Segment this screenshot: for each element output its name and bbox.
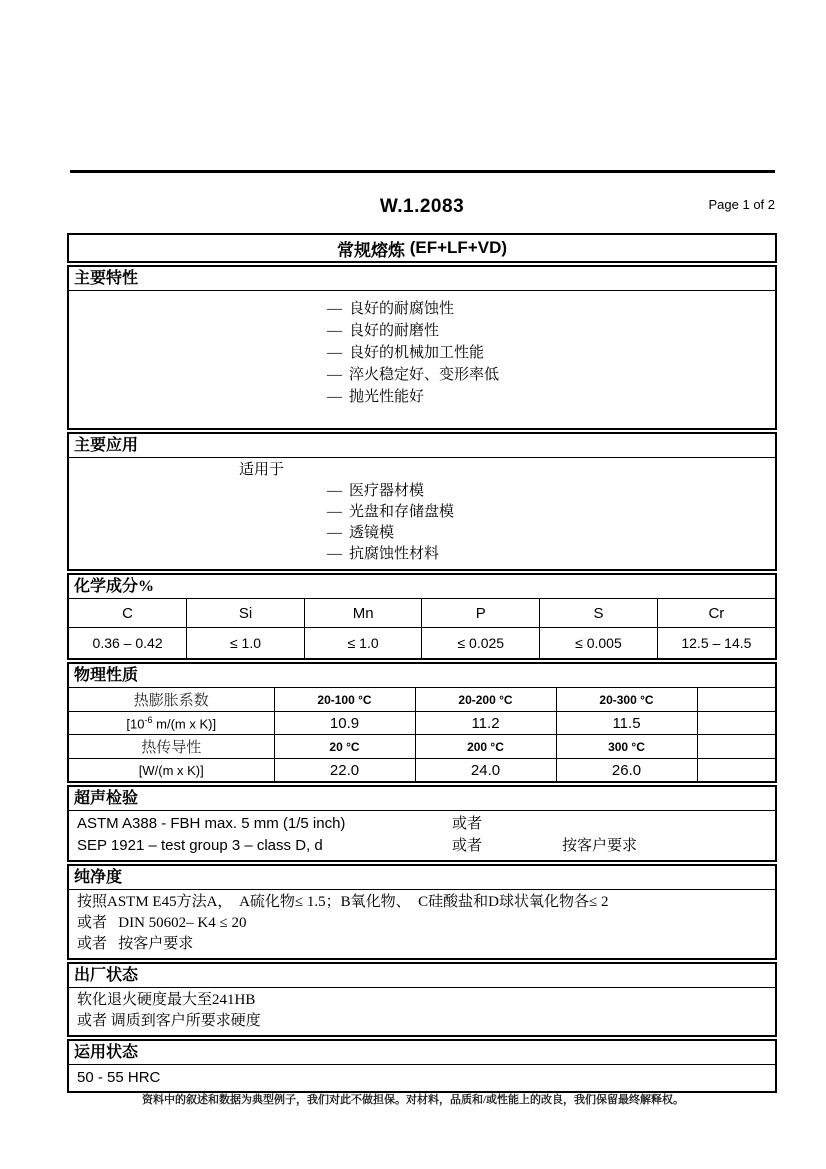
thermal-conductivity-label: 热传导性 [69, 735, 274, 759]
temp-range: 20-200 °C [415, 688, 556, 712]
feature-text: 良好的耐腐蚀性 [349, 301, 455, 317]
section-ultrasonic-heading: 超声检验 [69, 787, 775, 811]
section-ultrasonic [67, 785, 777, 862]
hardness-line: 50 - 55 HRC [77, 1069, 161, 1086]
unit-open: [10 [126, 716, 145, 732]
feature-text: 良好的耐磨性 [349, 323, 440, 339]
table-row [69, 735, 775, 759]
ultrasonic-body [69, 811, 775, 860]
dash-bullet: — [327, 389, 342, 405]
note-text [562, 813, 775, 835]
dash-bullet: — [327, 301, 342, 317]
chem-value: ≤ 0.005 [540, 628, 658, 659]
thermal-conductivity-unit: [W/(m x K)] [69, 759, 274, 782]
section-application-state-heading: 运用状态 [69, 1041, 775, 1065]
table-row [69, 599, 775, 628]
table-row [69, 688, 775, 712]
application-text: 光盘和存储盘模 [349, 504, 455, 520]
conductivity-value: 24.0 [415, 759, 556, 782]
applications-intro: 适用于 [239, 462, 285, 478]
chem-value: ≤ 1.0 [304, 628, 422, 659]
thermal-expansion-label: 热膨胀系数 [69, 688, 274, 712]
melting-title-latin: (EF+LF+VD) [409, 238, 508, 257]
ultrasonic-row [77, 813, 775, 835]
section-features-heading: 主要特性 [69, 267, 775, 291]
expansion-value: 11.2 [415, 712, 556, 735]
list-item [69, 386, 775, 408]
purity-line: 或者 DIN 50602– K4 ≤ 20 [77, 915, 247, 931]
datasheet-table [67, 233, 777, 1095]
dash-bullet: — [327, 345, 342, 361]
chemical-table [69, 599, 775, 658]
chem-element: Si [187, 599, 305, 628]
expansion-value: 11.5 [556, 712, 697, 735]
standard-text: SEP 1921 – test group 3 – class D, d [77, 837, 323, 854]
chem-element: S [540, 599, 658, 628]
expansion-value: 10.9 [274, 712, 415, 735]
application-state-body [69, 1065, 775, 1091]
purity-body [69, 890, 775, 958]
section-delivery-heading: 出厂状态 [69, 964, 775, 988]
list-item [69, 481, 775, 502]
list-item [69, 523, 775, 544]
application-text: 抗腐蚀性材料 [349, 546, 440, 562]
section-delivery [67, 962, 777, 1037]
empty-cell [697, 712, 775, 735]
conductivity-value: 22.0 [274, 759, 415, 782]
temp-point: 200 °C [415, 735, 556, 759]
dash-bullet: — [327, 483, 342, 499]
section-purity [67, 864, 777, 960]
feature-text: 抛光性能好 [349, 389, 425, 405]
table-row [69, 628, 775, 659]
application-text: 透镜模 [349, 525, 395, 541]
temp-range: 20-100 °C [274, 688, 415, 712]
chem-value: 12.5 – 14.5 [657, 628, 775, 659]
note-text: 按客户要求 [562, 838, 638, 854]
delivery-line: 软化退火硬度最大至241HB [77, 992, 256, 1008]
list-item [69, 342, 775, 364]
dash-bullet: — [327, 367, 342, 383]
list-item [69, 502, 775, 523]
ultrasonic-row [77, 835, 775, 857]
section-physical-heading: 物理性质 [69, 664, 775, 688]
physical-table [69, 688, 775, 781]
chem-value: 0.36 – 0.42 [69, 628, 187, 659]
or-text: 或者 [452, 838, 483, 854]
standard-text: ASTM A388 - FBH max. 5 mm (1/5 inch) [77, 815, 346, 832]
list-item [69, 544, 775, 565]
temp-point: 300 °C [556, 735, 697, 759]
chem-element: Cr [657, 599, 775, 628]
purity-line: 或者 按客户要求 [77, 936, 194, 952]
unit-rest: m/(m x K)] [152, 716, 217, 732]
list-item [69, 320, 775, 342]
chem-value: ≤ 0.025 [422, 628, 540, 659]
table-row [69, 712, 775, 735]
unit-exponent: -6 [144, 714, 153, 725]
features-list [69, 291, 775, 428]
empty-cell [697, 735, 775, 759]
thermal-expansion-unit [69, 712, 274, 735]
application-text: 医疗器材模 [349, 483, 425, 499]
section-features [67, 265, 777, 430]
delivery-body [69, 988, 775, 1035]
section-applications [67, 432, 777, 571]
dash-bullet: — [327, 525, 342, 541]
delivery-line: 或者 调质到客户所要求硬度 [77, 1013, 261, 1029]
dash-bullet: — [327, 546, 342, 562]
temp-range: 20-300 °C [556, 688, 697, 712]
dash-bullet: — [327, 504, 342, 520]
table-row [69, 759, 775, 782]
empty-cell [697, 759, 775, 782]
disclaimer-footer: 资料中的叙述和数据为典型例子，我们对此不做担保。对材料，品质和/或性能上的改良，我们保留最终解释权。 [141, 1094, 685, 1106]
temp-point: 20 °C [274, 735, 415, 759]
chem-value: ≤ 1.0 [187, 628, 305, 659]
header-rule [70, 170, 775, 173]
melting-title-cn: 常规熔炼 [336, 240, 405, 260]
applications-list [69, 458, 775, 569]
document-code: W.1.2083 [379, 196, 465, 217]
section-physical [67, 662, 777, 783]
page-indicator: Page 1 of 2 [708, 197, 775, 212]
chem-element: Mn [304, 599, 422, 628]
feature-text: 淬火稳定好、变形率低 [349, 367, 500, 383]
list-item [69, 364, 775, 386]
section-purity-heading: 纯净度 [69, 866, 775, 890]
chem-element: P [422, 599, 540, 628]
section-application-state [67, 1039, 777, 1093]
feature-text: 良好的机械加工性能 [349, 345, 485, 361]
section-chemical [67, 573, 777, 660]
conductivity-value: 26.0 [556, 759, 697, 782]
empty-cell [697, 688, 775, 712]
section-applications-heading: 主要应用 [69, 434, 775, 458]
chem-element: C [69, 599, 187, 628]
list-item [69, 298, 775, 320]
dash-bullet: — [327, 323, 342, 339]
purity-line: 按照ASTM E45方法A， A硫化物≤ 1.5；B氧化物、 C硅酸盐和D球状氧化物各≤ 2 [77, 894, 609, 910]
or-text: 或者 [452, 816, 483, 832]
section-chemical-heading: 化学成分% [69, 575, 775, 599]
melting-title-box [67, 233, 777, 263]
